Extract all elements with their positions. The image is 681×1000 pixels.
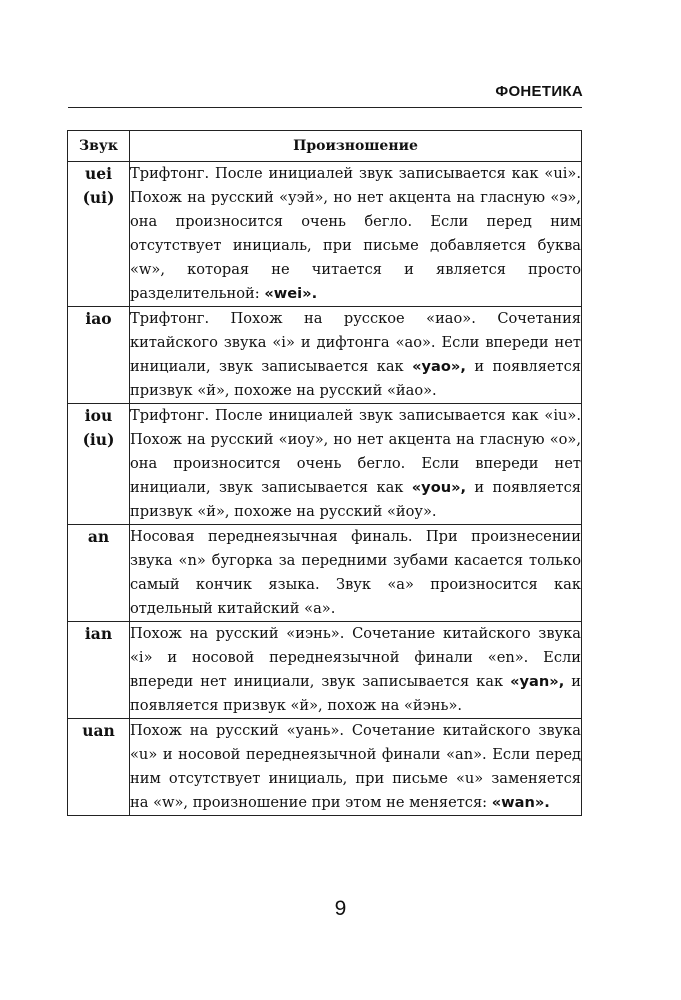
pronunciation-text: Трифтонг. Похож на русское «иао». Сочетания китайского звука «i» и дифтонга «ао». Если впереди нет инициали, звук записывается как [130, 310, 581, 375]
page-number: 9 [334, 897, 347, 920]
table-row [68, 307, 582, 404]
table-header-row [68, 131, 582, 162]
sound-cell [68, 404, 130, 525]
pinyin-spelling: «wei». [264, 285, 318, 302]
pronunciation-text: Трифтонг. После инициалей звук записывается как «iu». Похож на русский «иоу», но нет акцента на гласную «о», она произносится очень бегло. Если впереди нет инициали, звук записывается как [130, 407, 581, 496]
pinyin-spelling: «wan». [491, 794, 550, 811]
pinyin-spelling: «yan», [510, 673, 565, 690]
pronunciation-text: Носовая переднеязычная финаль. При произнесении звука «n» бугорка за передними зубами касается только самый кончик языка. Звук «а» произносится как отдельный китайский «а». [130, 528, 581, 617]
pronunciation-text: Трифтонг. После инициалей звук записывается как «ui». Похож на русский «уэй», но нет акцента на гласную «э», она произносится очень бегло. Если перед ним отсутствует инициаль, при письме добавляется буква «w», которая не читается и является просто разделительной: [130, 165, 581, 302]
header-rule [68, 107, 582, 108]
sound-cell [68, 719, 130, 816]
sound-label: an [87, 527, 110, 546]
column-header-pronunciation: Произношение [130, 131, 582, 162]
pronunciation-text: Похож на русский «уань». Сочетание китайского звука «u» и носовой переднеязычной финали «an». Если перед ним отсутствует инициаль, при письме «u» заменяется на «w», произношение при этом не меняется: [130, 722, 581, 811]
table-row [68, 162, 582, 307]
sound-cell [68, 622, 130, 719]
sound-label: iao [85, 309, 112, 328]
pronunciation-cell [130, 307, 582, 404]
sound-alt-label: (ui) [82, 188, 115, 207]
sound-cell [68, 307, 130, 404]
phonetics-table [67, 130, 582, 816]
table-row [68, 525, 582, 622]
pronunciation-cell [130, 162, 582, 307]
sound-cell [68, 162, 130, 307]
pronunciation-text-continued: и появляется призвук «й», похоже на русский «йао». [130, 358, 582, 399]
table-row [68, 622, 582, 719]
pronunciation-cell [130, 719, 582, 816]
sound-cell [68, 525, 130, 622]
pronunciation-text-continued: и появляется призвук «й», похож на «йэнь». [130, 673, 581, 714]
sound-label: uan [82, 721, 115, 740]
running-header: ФОНЕТИКА [495, 83, 583, 100]
sound-label: uei [84, 164, 113, 183]
sound-label: ian [84, 624, 113, 643]
sound-alt-label: (iu) [82, 430, 115, 449]
pronunciation-cell [130, 525, 582, 622]
table-row [68, 404, 582, 525]
pronunciation-text-continued: и появляется призвук «й», похоже на русский «йоу». [130, 479, 581, 520]
pinyin-spelling: «yao», [412, 358, 466, 375]
pronunciation-cell [130, 404, 582, 525]
pronunciation-text: Похож на русский «иэнь». Сочетание китайского звука «i» и носовой переднеязычной финали «en». Если впереди нет инициали, звук записывается как [130, 625, 581, 690]
column-header-sound: Звук [68, 131, 130, 162]
sound-label: iou [84, 406, 113, 425]
pronunciation-cell [130, 622, 582, 719]
pinyin-spelling: «you», [411, 479, 467, 496]
table-row [68, 719, 582, 816]
